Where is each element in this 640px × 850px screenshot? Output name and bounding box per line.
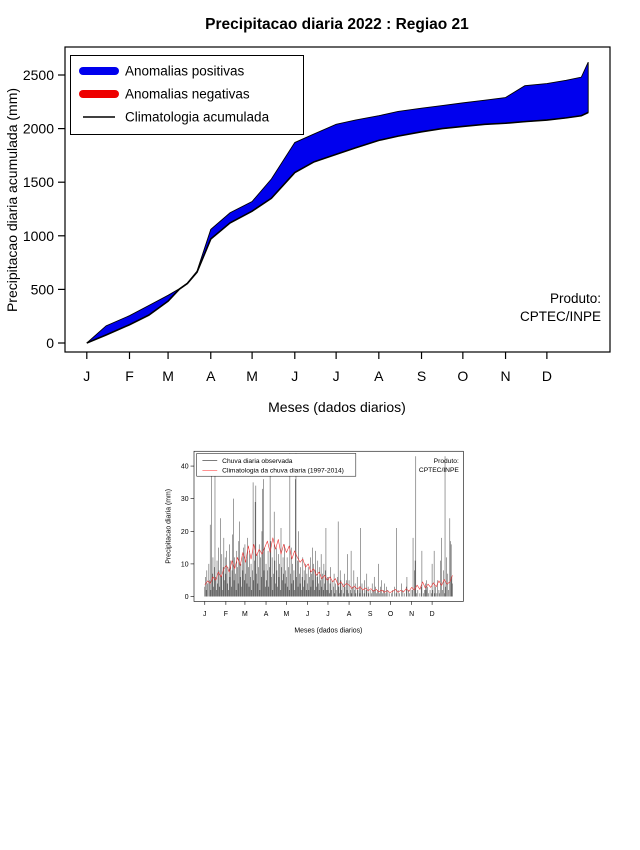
x-axis-title: Meses (dados diarios) [268, 399, 406, 415]
legend [71, 56, 304, 135]
y-tick-label: 0 [184, 593, 189, 601]
x-tick-label: M [162, 368, 174, 384]
chart-title: Precipitacao diaria 2022 : Regiao 21 [205, 16, 469, 33]
x-tick-label: S [416, 368, 427, 384]
x-tick-label: O [387, 610, 394, 618]
x-tick-label: J [305, 610, 310, 618]
y-axis-title: Precipitacao diaria (mm) [165, 488, 173, 564]
legend-label: Climatologia da chuva diaria (1997-2014) [222, 467, 344, 475]
x-tick-label: A [374, 368, 384, 384]
legend-label: Climatologia acumulada [125, 109, 270, 125]
product-annotation-line1: Produto: [433, 458, 459, 466]
y-tick-label: 1000 [22, 227, 54, 244]
product-annotation-line1: Produto: [549, 291, 601, 306]
x-tick-label: J [332, 368, 340, 384]
x-tick-label: A [346, 610, 352, 618]
x-tick-label: S [367, 610, 373, 618]
x-tick-label: A [206, 368, 216, 384]
plot-area [181, 453, 453, 618]
y-tick-label: 500 [30, 281, 54, 298]
x-tick-label: M [242, 610, 248, 618]
y-tick-label: 2000 [22, 120, 54, 137]
y-tick-label: 40 [180, 463, 189, 471]
x-tick-label: D [429, 610, 435, 618]
x-tick-label: A [263, 610, 269, 618]
y-tick-label: 0 [46, 335, 54, 351]
legend-label: Anomalias positivas [125, 63, 245, 79]
x-tick-label: D [541, 368, 552, 384]
legend-label: Anomalias negativas [125, 86, 250, 102]
x-tick-label: J [203, 610, 207, 618]
y-axis-title: Precipitacao diaria acumulada (mm) [4, 87, 20, 313]
x-tick-label: F [223, 610, 228, 618]
x-tick-label: N [500, 368, 511, 384]
product-annotation-line2: CPTEC/INPE [418, 467, 459, 474]
x-tick-label: F [125, 368, 134, 384]
x-tick-label: J [291, 368, 299, 384]
x-tick-label: O [457, 368, 469, 384]
product-annotation-line2: CPTEC/INPE [519, 309, 601, 324]
y-tick-label: 2500 [22, 67, 54, 83]
x-axis-title: Meses (dados diarios) [294, 627, 363, 635]
legend-label: Chuva diaria observada [222, 457, 293, 465]
y-tick-label: 1500 [22, 174, 54, 191]
x-tick-label: J [83, 368, 91, 384]
y-tick-label: 10 [180, 561, 189, 569]
y-tick-label: 30 [180, 496, 189, 504]
y-tick-label: 20 [180, 528, 189, 536]
x-tick-label: J [326, 610, 330, 618]
legend [197, 453, 356, 476]
x-tick-label: M [283, 610, 290, 618]
daily-precipitation-chart [0, 430, 640, 850]
x-tick-label: M [246, 368, 258, 384]
x-tick-label: N [409, 610, 415, 618]
